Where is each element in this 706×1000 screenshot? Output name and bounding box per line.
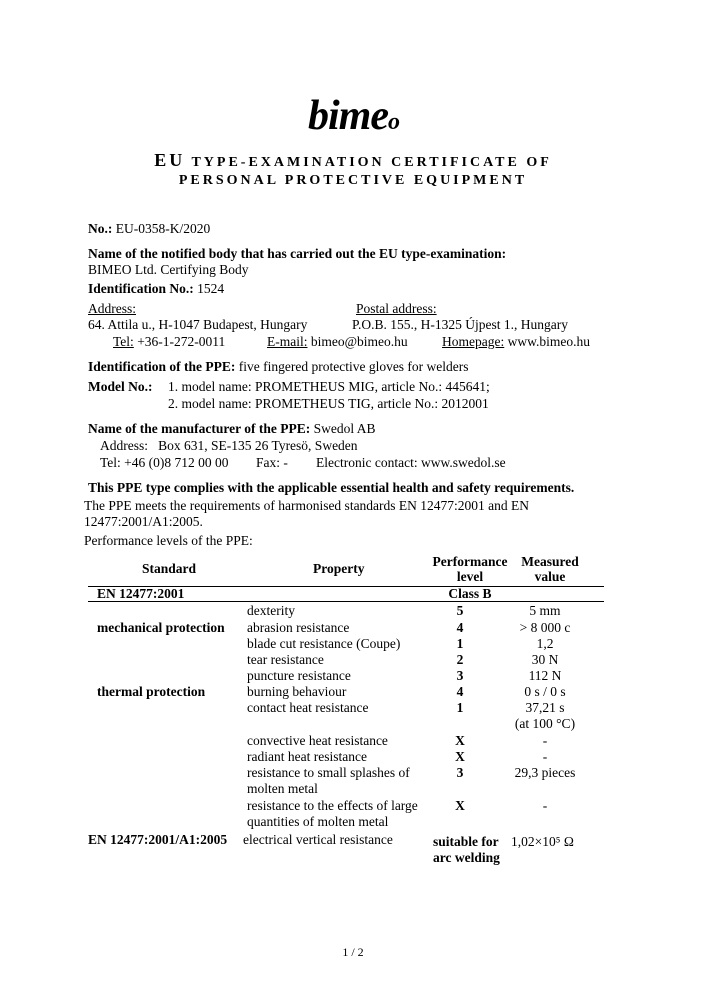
level-cell: X [455, 749, 465, 764]
compliance-text-line1: The PPE meets the requirements of harmonised standards EN 12477:2001 and EN [84, 498, 530, 513]
property-cell: convective heat resistance [247, 733, 388, 748]
property-cell-cont: molten metal [247, 781, 318, 796]
certificate-number: No.: EU-0358-K/2020 [88, 221, 211, 236]
postal-address-value: P.O.B. 155., H-1325 Újpest 1., Hungary [352, 317, 568, 332]
address-value: 64. Attila u., H-1047 Budapest, Hungary [88, 317, 308, 332]
compliance-text-line2: 12477:2001/A1:2005. [84, 514, 203, 529]
manufacturer-name: Name of the manufacturer of the PPE: Swedol AB [88, 421, 376, 436]
property-cell: burning behaviour [247, 684, 347, 699]
property-cell: dexterity [247, 603, 295, 618]
header-standard: Standard [142, 561, 197, 576]
bimeo-logo: bimеo [308, 93, 399, 139]
property-cell: puncture resistance [247, 668, 351, 683]
level-cell: 4 [456, 684, 464, 699]
identification-number: Identification No.: 1524 [88, 281, 225, 296]
postal-address-label: Postal address: [356, 301, 437, 316]
property-cell: electrical vertical resistance [243, 832, 393, 847]
group-mechanical-protection: mechanical protection [97, 620, 225, 635]
level-cell: 3 [456, 668, 464, 683]
standard-en12477-a1: EN 12477:2001/A1:2005 [88, 832, 228, 847]
header-performance: Performance [432, 554, 508, 569]
telephone: Tel: +36-1-272-0011 [113, 334, 226, 349]
property-cell: resistance to the effects of large [247, 798, 418, 813]
value-cell: 29,3 pieces [514, 765, 576, 780]
level-cell: 5 [456, 603, 464, 618]
level-cell: 4 [456, 620, 464, 635]
notified-body-heading: Name of the notified body that has carried out the EU type-examination: [88, 246, 507, 261]
header-level: level [456, 569, 484, 584]
ppe-identification: Identification of the PPE: five fingered protective gloves for welders [88, 359, 469, 374]
value-cell: 37,21 s [525, 700, 565, 715]
model-1: 1. model name: PROMETHEUS MIG, article No.: 445641; [168, 379, 490, 394]
property-cell-cont: quantities of molten metal [247, 814, 389, 829]
standard-en12477: EN 12477:2001 [97, 586, 185, 601]
page-number: 1 / 2 [342, 945, 364, 959]
manufacturer-contact: Electronic contact: www.swedol.se [316, 455, 506, 470]
property-cell: blade cut resistance (Coupe) [247, 636, 401, 651]
value-cell: > 8 000 c [519, 620, 571, 635]
level-cell: suitable for [433, 834, 499, 849]
value-cell-note: (at 100 °C) [514, 716, 576, 731]
level-cell: 1 [456, 636, 464, 651]
property-cell: contact heat resistance [247, 700, 369, 715]
certificate-title-line2: PERSONAL PROTECTIVE EQUIPMENT [178, 173, 528, 188]
property-cell: abrasion resistance [247, 620, 350, 635]
email: E-mail: bimeo@bimeo.hu [267, 334, 408, 349]
certificate-title-line1: EU TYPE-EXAMINATION CERTIFICATE OF [154, 150, 552, 170]
property-cell: resistance to small splashes of [247, 765, 410, 780]
model-no-label: Model No.: [88, 379, 153, 394]
value-cell: - [542, 798, 548, 813]
level-cell-cont: arc welding [433, 850, 500, 865]
class-b: Class B [448, 586, 492, 601]
notified-body-name: BIMEO Ltd. Certifying Body [88, 262, 249, 277]
header-measured: Measured [521, 554, 579, 569]
performance-intro: Performance levels of the PPE: [84, 533, 253, 548]
homepage: Homepage: www.bimeo.hu [442, 334, 590, 349]
level-cell: 3 [456, 765, 464, 780]
property-cell: radiant heat resistance [247, 749, 367, 764]
manufacturer-address: Address: Box 631, SE-135 26 Tyresö, Sweden [100, 438, 358, 453]
address-label: Address: [88, 301, 136, 316]
value-cell: 5 mm [529, 603, 561, 618]
manufacturer-fax: Fax: - [256, 455, 288, 470]
property-cell: tear resistance [247, 652, 324, 667]
model-2: 2. model name: PROMETHEUS TIG, article No.: 2012001 [168, 396, 489, 411]
level-cell: 2 [456, 652, 464, 667]
value-cell: 30 N [531, 652, 559, 667]
level-cell: 1 [456, 700, 464, 715]
value-cell: 1,02×10⁵ Ω [511, 834, 574, 849]
header-property: Property [313, 561, 365, 576]
value-cell: 0 s / 0 s [524, 684, 566, 699]
group-thermal-protection: thermal protection [97, 684, 206, 699]
level-cell: X [455, 798, 465, 813]
value-cell: 1,2 [536, 636, 554, 651]
header-value: value [534, 569, 566, 584]
value-cell: 112 N [528, 668, 562, 683]
compliance-heading: This PPE type complies with the applicable essential health and safety requirements. [88, 480, 575, 495]
value-cell: - [542, 749, 548, 764]
level-cell: X [455, 733, 465, 748]
value-cell: - [542, 733, 548, 748]
table-class-rule [88, 601, 604, 602]
manufacturer-tel: Tel: +46 (0)8 712 00 00 [100, 455, 229, 470]
